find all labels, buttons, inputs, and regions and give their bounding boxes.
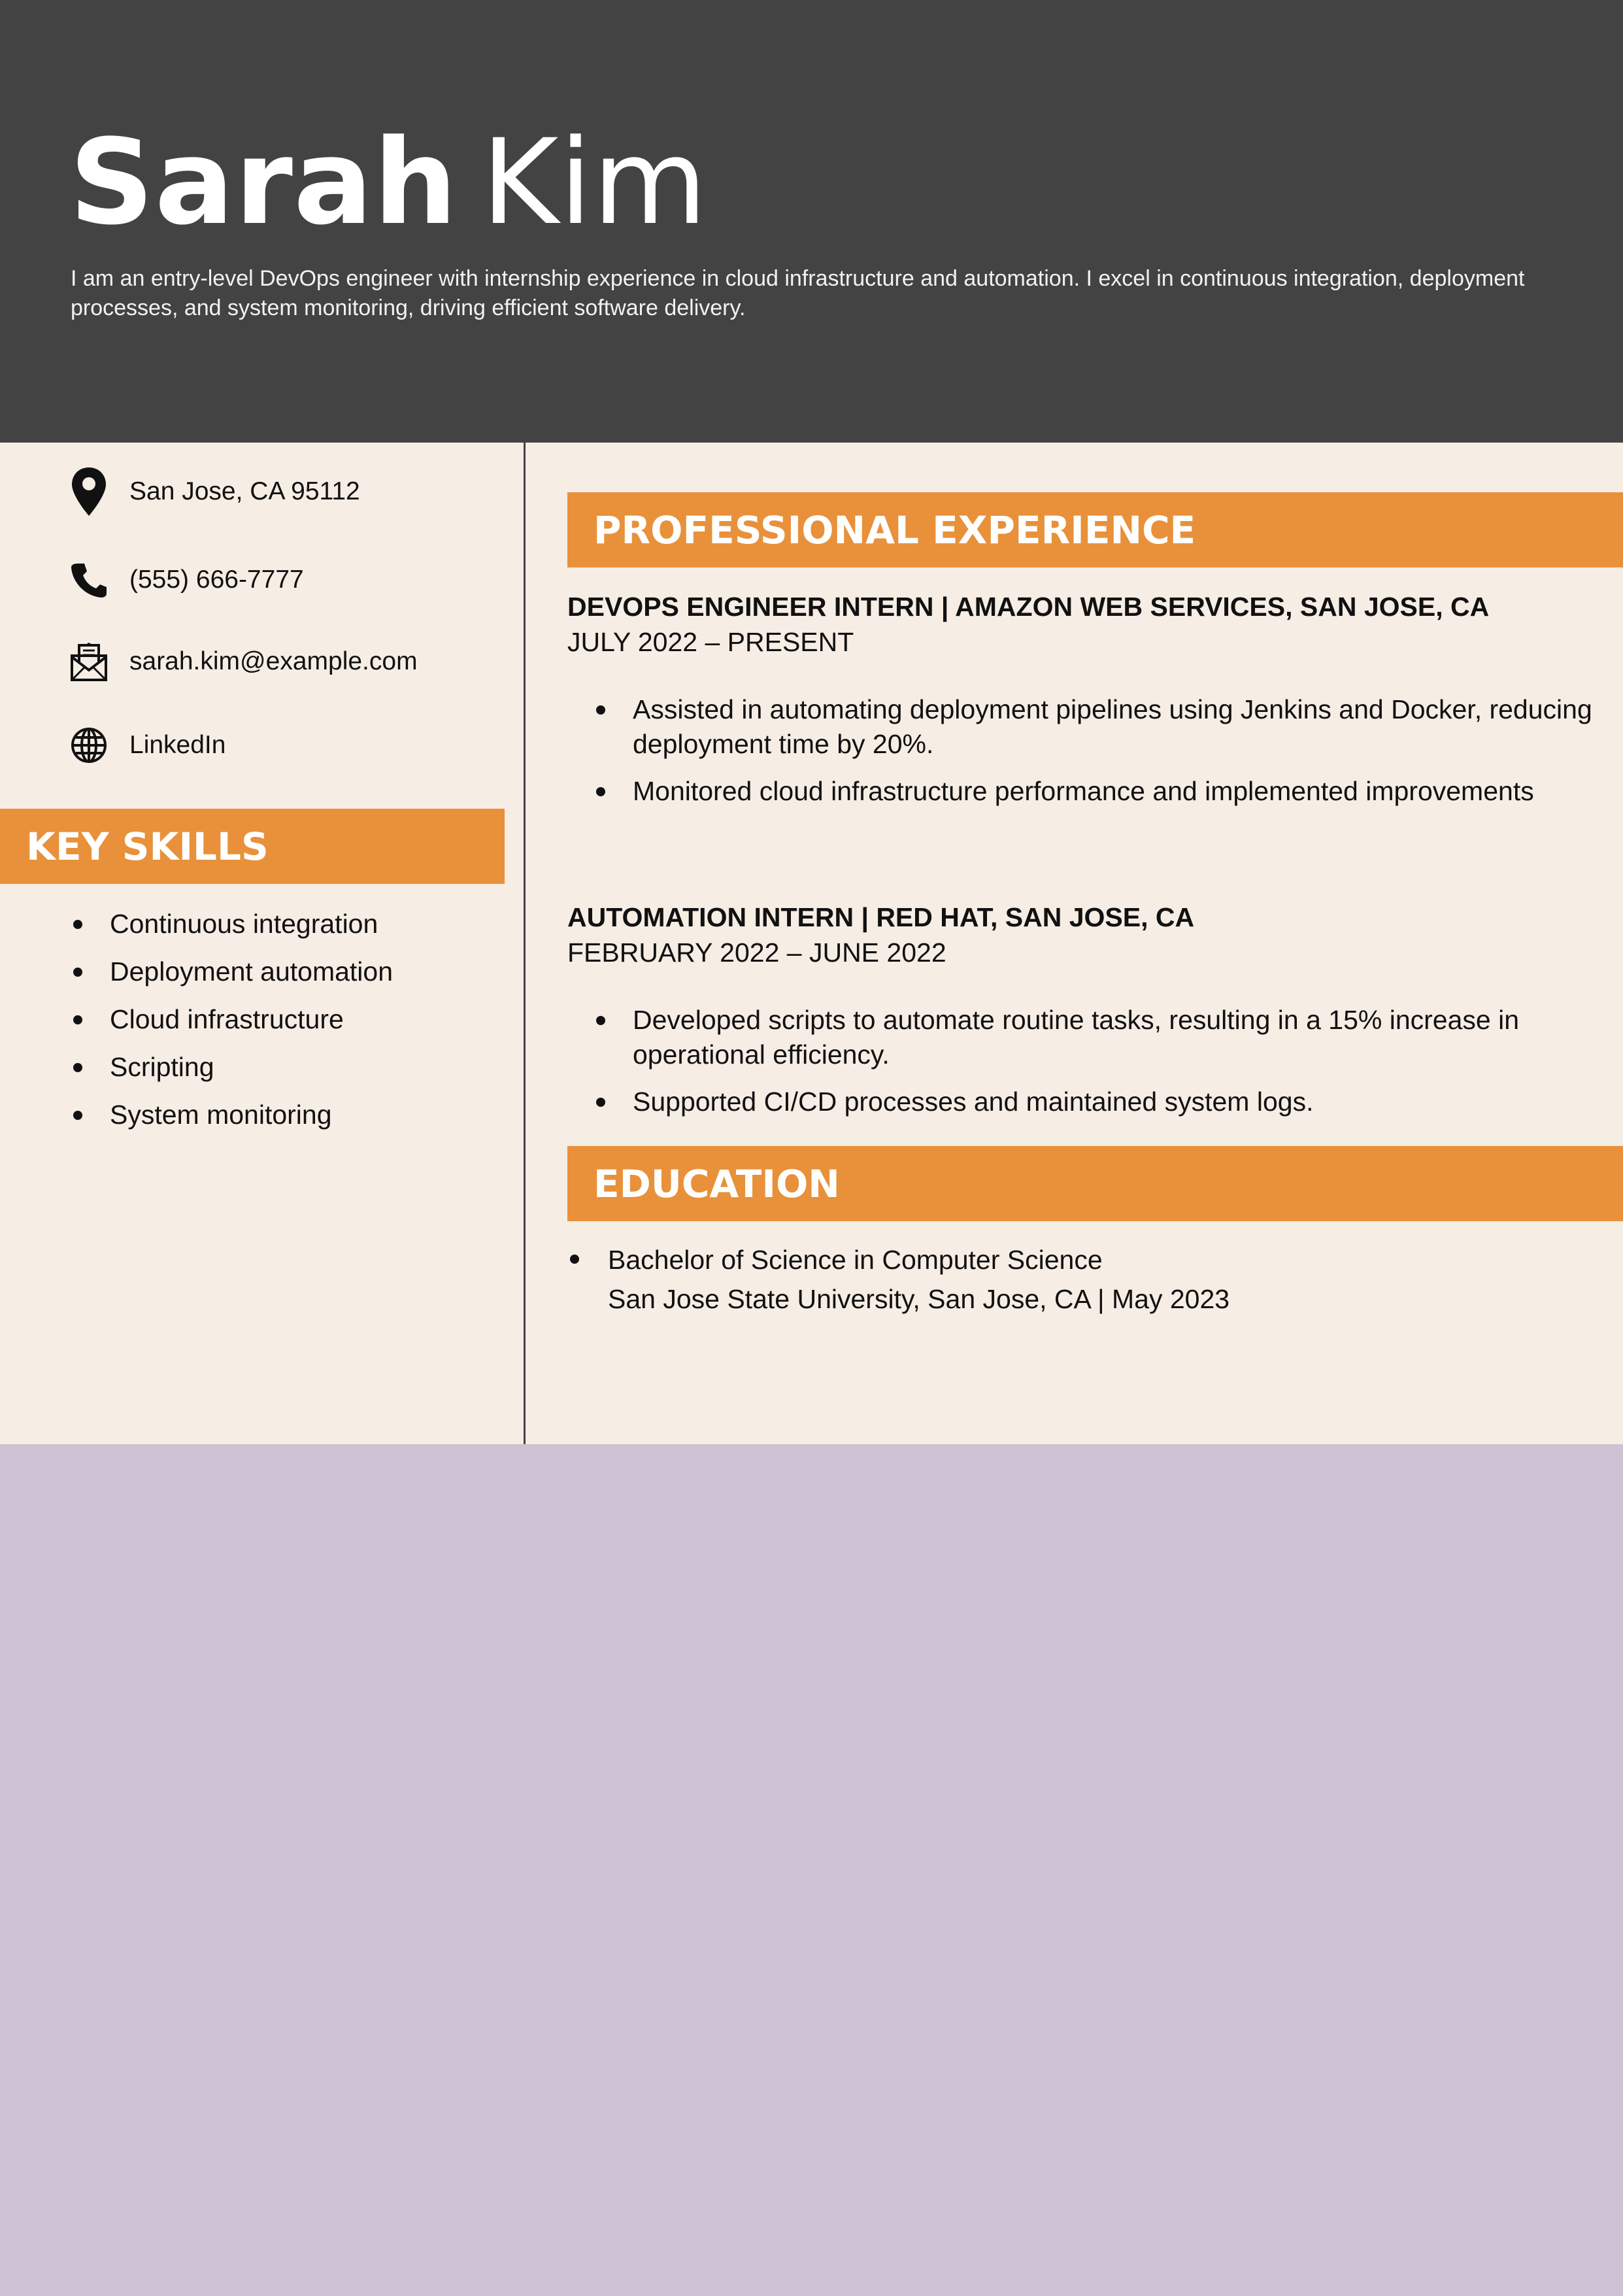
phone-text: (555) 666-7777 bbox=[129, 566, 304, 594]
list-item: Scripting bbox=[69, 1043, 514, 1091]
job-bullets bbox=[595, 692, 1615, 821]
list-item: Monitored cloud infrastructure performance and implemented improvements bbox=[595, 774, 1615, 809]
experience-heading: PROFESSIONAL EXPERIENCE bbox=[567, 492, 1623, 567]
list-item: Deployment automation bbox=[69, 948, 514, 996]
job-title: DEVOPS ENGINEER INTERN | AMAZON WEB SERVICES, SAN JOSE, CA bbox=[567, 592, 1490, 622]
list-item: Continuous integration bbox=[69, 900, 514, 948]
contact-location bbox=[69, 469, 514, 515]
phone-icon bbox=[69, 557, 109, 603]
list-item: System monitoring bbox=[69, 1091, 514, 1139]
email-text: sarah.kim@example.com bbox=[129, 647, 418, 675]
list-item: Supported CI/CD processes and maintained system logs. bbox=[595, 1085, 1615, 1119]
contact-phone bbox=[69, 557, 514, 603]
location-pin-icon bbox=[69, 469, 109, 515]
degree: Bachelor of Science in Computer Science bbox=[608, 1245, 1103, 1275]
job-dates: FEBRUARY 2022 – JUNE 2022 bbox=[567, 937, 946, 968]
resume-body bbox=[0, 443, 1623, 1444]
linkedin-link[interactable]: LinkedIn bbox=[129, 731, 226, 759]
job-title: AUTOMATION INTERN | RED HAT, SAN JOSE, CA bbox=[567, 902, 1195, 932]
skills-list bbox=[69, 900, 514, 1139]
key-skills-heading: KEY SKILLS bbox=[0, 809, 505, 884]
column-divider bbox=[524, 443, 526, 1444]
location-text: San Jose, CA 95112 bbox=[129, 477, 360, 505]
first-name: Sarah bbox=[69, 114, 458, 251]
globe-icon bbox=[69, 722, 109, 768]
education-list bbox=[567, 1240, 1613, 1319]
candidate-name bbox=[69, 111, 708, 255]
list-item: Cloud infrastructure bbox=[69, 996, 514, 1043]
last-name: Kim bbox=[481, 114, 708, 251]
contact-linkedin bbox=[69, 722, 514, 768]
education-heading: EDUCATION bbox=[567, 1146, 1623, 1221]
mail-icon bbox=[69, 639, 109, 684]
list-item: Assisted in automating deployment pipelines using Jenkins and Docker, reducing deployment time by 20%. bbox=[595, 692, 1615, 762]
resume-header bbox=[0, 0, 1623, 443]
school: San Jose State University, San Jose, CA | May 2023 bbox=[608, 1284, 1230, 1314]
job-dates: JULY 2022 – PRESENT bbox=[567, 627, 854, 657]
job-bullets bbox=[595, 1003, 1615, 1132]
list-item bbox=[567, 1240, 1613, 1319]
summary-text: I am an entry-level DevOps engineer with internship experience in cloud infrastructure and automation. I excel in continuous integration, deployment processes, and system monitoring, driving efficient software delivery. bbox=[71, 266, 1525, 320]
contact-email bbox=[69, 639, 514, 684]
list-item: Developed scripts to automate routine tasks, resulting in a 15% increase in operational efficiency. bbox=[595, 1003, 1615, 1072]
